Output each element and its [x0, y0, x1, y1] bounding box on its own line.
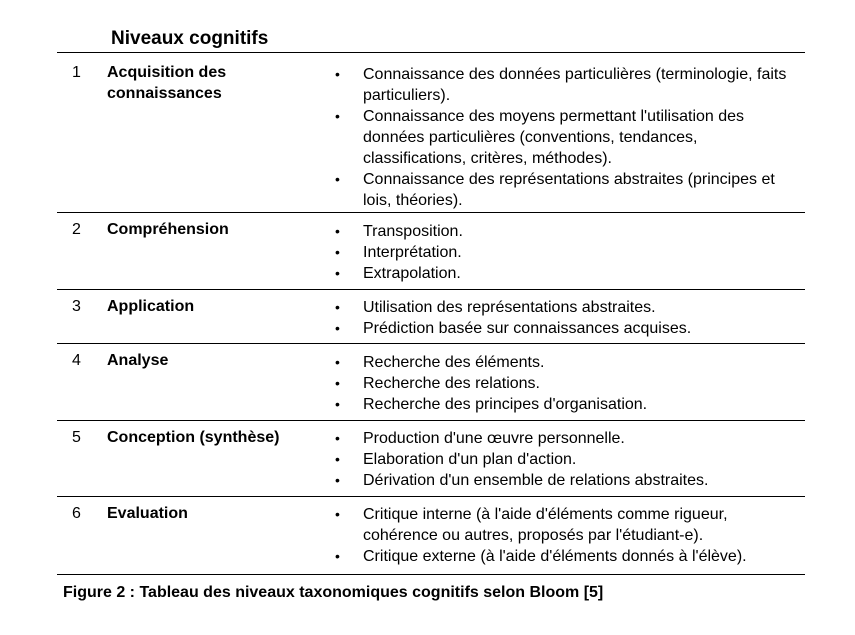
bullet-icon: • — [335, 451, 340, 467]
row-description-list — [333, 352, 803, 415]
row-level-name: Conception (synthèse) — [107, 429, 280, 446]
row-description-list — [333, 64, 803, 211]
list-item-text: Elaboration d'un plan d'action. — [363, 451, 577, 468]
list-item — [333, 318, 803, 339]
list-item — [333, 242, 803, 263]
list-item-text: Prédiction basée sur connaissances acquises. — [363, 320, 692, 337]
table-row-2 — [57, 213, 805, 290]
row-number: 2 — [72, 221, 81, 238]
bullet-icon: • — [335, 299, 340, 315]
list-item-text: Interprétation. — [363, 244, 462, 261]
row-number: 6 — [72, 505, 81, 522]
table-row-5 — [57, 421, 805, 497]
row-level-name: Acquisition des connaissances — [107, 64, 227, 102]
list-item — [333, 297, 803, 318]
list-item-text: Critique interne (à l'aide d'éléments comme rigueur, cohérence ou autres, proposés par l'étudiant-e). — [363, 506, 728, 544]
bullet-icon: • — [335, 223, 340, 239]
list-item-text: Connaissance des données particulières (terminologie, faits particuliers). — [363, 66, 787, 104]
row-description-list — [333, 428, 803, 491]
list-item-text: Connaissance des représentations abstraites (principes et lois, théories). — [363, 171, 775, 209]
list-item — [333, 449, 803, 470]
table-title: Niveaux cognitifs — [111, 28, 269, 49]
list-item-text: Production d'une œuvre personnelle. — [363, 430, 625, 447]
list-item-text: Transposition. — [363, 223, 463, 240]
list-item-text: Recherche des éléments. — [363, 354, 545, 371]
bullet-icon: • — [335, 430, 340, 446]
row-number: 5 — [72, 429, 81, 446]
row-level-name: Compréhension — [107, 221, 229, 238]
bullet-icon: • — [335, 320, 340, 336]
bullet-icon: • — [335, 354, 340, 370]
list-item-text: Dérivation d'un ensemble de relations abstraites. — [363, 472, 709, 489]
list-item-text: Utilisation des représentations abstraites. — [363, 299, 656, 316]
list-item — [333, 373, 803, 394]
bloom-table — [57, 52, 805, 575]
row-number: 3 — [72, 298, 81, 315]
list-item — [333, 428, 803, 449]
row-level-name: Analyse — [107, 352, 169, 369]
bullet-icon: • — [335, 375, 340, 391]
bullet-icon: • — [335, 396, 340, 412]
bullet-icon: • — [335, 171, 340, 187]
list-item — [333, 504, 803, 546]
list-item-text: Extrapolation. — [363, 265, 461, 282]
list-item — [333, 470, 803, 491]
bullet-icon: • — [335, 66, 340, 82]
list-item — [333, 263, 803, 284]
row-number: 1 — [72, 64, 81, 81]
bullet-icon: • — [335, 506, 340, 522]
table-row-3 — [57, 290, 805, 344]
list-item-text: Critique externe (à l'aide d'éléments donnés à l'élève). — [363, 548, 747, 565]
figure-caption: Figure 2 : Tableau des niveaux taxonomiques cognitifs selon Bloom [5] — [63, 584, 604, 601]
bullet-icon: • — [335, 108, 340, 124]
list-item — [333, 221, 803, 242]
row-number: 4 — [72, 352, 81, 369]
bullet-icon: • — [335, 265, 340, 281]
list-item-text: Recherche des relations. — [363, 375, 540, 392]
list-item — [333, 106, 803, 169]
table-row-4 — [57, 344, 805, 421]
table-row-6 — [57, 497, 805, 575]
row-level-name: Application — [107, 298, 195, 315]
table-row-1 — [57, 53, 805, 213]
bullet-icon: • — [335, 244, 340, 260]
row-description-list — [333, 297, 803, 339]
list-item — [333, 169, 803, 211]
list-item — [333, 546, 803, 567]
list-item-text: Recherche des principes d'organisation. — [363, 396, 648, 413]
list-item-text: Connaissance des moyens permettant l'utilisation des données particulières (conventions, tendances, classifications, critères, méthodes). — [363, 108, 745, 167]
row-description-list — [333, 504, 803, 567]
row-level-name: Evaluation — [107, 505, 188, 522]
row-description-list — [333, 221, 803, 284]
list-item — [333, 394, 803, 415]
bullet-icon: • — [335, 548, 340, 564]
list-item — [333, 64, 803, 106]
list-item — [333, 352, 803, 373]
bullet-icon: • — [335, 472, 340, 488]
